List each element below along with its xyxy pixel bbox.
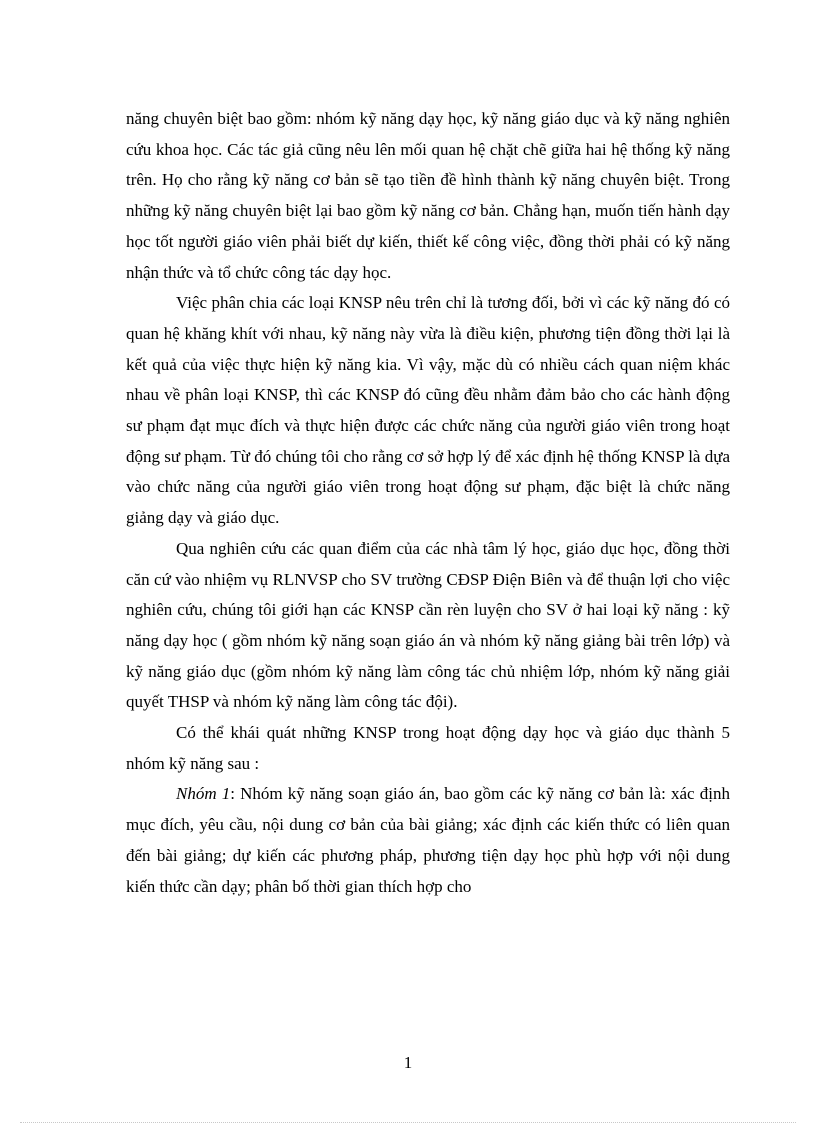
paragraph-summary: Có thể khái quát những KNSP trong hoạt động dạy học và giáo dục thành 5 nhóm kỹ năng sau :: [126, 723, 730, 773]
paragraph-group-1: [126, 779, 730, 902]
paragraph-classification: Việc phân chia các loại KNSP nêu trên chỉ là tương đối, bởi vì các kỹ năng đó có quan hệ khăng khít với nhau, kỹ năng này vừa là điều kiện, phương tiện đồng thời lại là kết quả của việc thực hiện kỹ năng kia. Vì vậy, mặc dù có nhiều cách quan niệm khác nhau về phân loại KNSP, thì các KNSP đó cũng đều nhằm đảm bảo cho các hành động sư phạm đạt mục đích và thực hiện được các chức năng của người giáo viên trong hoạt động sư phạm. Từ đó chúng tôi cho rằng cơ sở hợp lý để xác định hệ thống KNSP là dựa vào chức năng của người giáo viên trong hoạt động sư phạm, đặc biệt là chức năng giảng dạy và giáo dục.: [126, 293, 730, 528]
paragraph-continuation: năng chuyên biệt bao gồm: nhóm kỹ năng dạy học, kỹ năng giáo dục và kỹ năng nghiên cứu khoa học. Các tác giả cũng nêu lên mối quan hệ chặt chẽ giữa hai hệ thống kỹ năng trên. Họ cho rằng kỹ năng cơ bản sẽ tạo tiền đề hình thành kỹ năng chuyên biệt. Trong những kỹ năng chuyên biệt lại bao gồm kỹ năng cơ bản. Chẳng hạn, muốn tiến hành dạy học tốt người giáo viên phải biết dự kiến, thiết kế công việc, đồng thời phải có kỹ năng nhận thức và tổ chức công tác dạy học.: [126, 109, 730, 282]
group-1-label: Nhóm 1: [176, 784, 231, 804]
paragraph-research-scope: Qua nghiên cứu các quan điểm của các nhà tâm lý học, giáo dục học, đồng thời căn cứ vào nhiệm vụ RLNVSP cho SV trường CĐSP Điện Biên và để thuận lợi cho việc nghiên cứu, chúng tôi giới hạn các KNSP cần rèn luyện cho SV ở hai loại kỹ năng : kỹ năng dạy học ( gồm nhóm kỹ năng soạn giáo án và nhóm kỹ năng giảng bài trên lớp) và kỹ năng giáo dục (gồm nhóm kỹ năng làm công tác chủ nhiệm lớp, nhóm kỹ năng giải quyết THSP và nhóm kỹ năng làm công tác đội).: [126, 538, 730, 712]
body-text: [126, 104, 730, 902]
page-number: 1: [403, 1053, 413, 1072]
group-1-text: : Nhóm kỹ năng soạn giáo án, bao gồm các kỹ năng cơ bản là: xác định mục đích, yêu cầu, nội dung cơ bản của bài giảng; xác định các kiến thức có liên quan đến bài giảng; dự kiến các phương pháp, phương tiện dạy học phù hợp với nội dung kiến thức cần dạy; phân bố thời gian thích hợp cho: [126, 784, 730, 896]
